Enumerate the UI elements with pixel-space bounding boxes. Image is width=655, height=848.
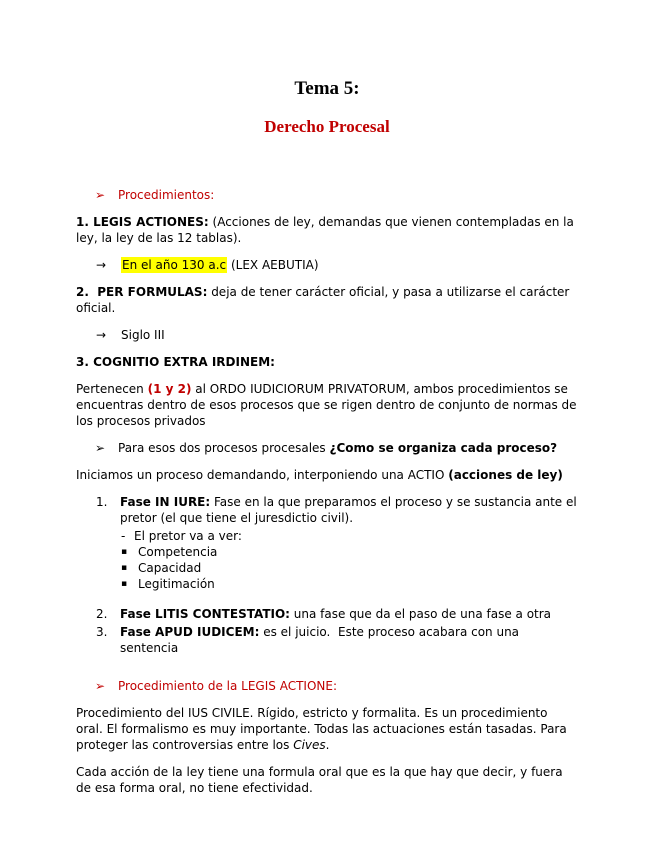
- right-arrow-icon: →: [96, 328, 107, 342]
- legis-sub-bullet: [96, 257, 578, 273]
- iniciamos-paragraph: [76, 467, 578, 483]
- question-text: [118, 440, 578, 456]
- fase-apud-item: [96, 624, 578, 656]
- pertenecen-pre: Pertenecen: [76, 382, 148, 396]
- fase-litis-text: [120, 606, 578, 622]
- pertenecen-paragraph: [76, 381, 581, 429]
- fase-in-iure-text: [120, 494, 581, 526]
- fase-litis-desc: una fase que da el paso de una fase a otra: [289, 607, 552, 621]
- list-number: 3.: [96, 625, 108, 639]
- question-pre: Para esos dos procesos procesales: [118, 441, 330, 455]
- procedimientos-heading-text: Procedimientos:: [118, 188, 215, 202]
- formulas-sub-bullet: [96, 327, 578, 343]
- square-bullet-icon: ▪: [121, 547, 128, 557]
- fase-apud-term: Fase APUD IUDICEM:: [120, 625, 260, 639]
- fase-in-iure-item: [96, 494, 581, 526]
- ius-civile-paragraph: [76, 705, 578, 753]
- pretor-subitem-capacidad: [121, 560, 578, 576]
- ius-civile-pre: Procedimiento del IUS CIVILE. Rígido, estricto y formalita. Es un procedimiento oral. El formalismo es muy importante. Todas las actuaciones están tasadas. Para proteger las controversias entre los: [76, 706, 571, 752]
- pretor-dash-item: [121, 528, 578, 544]
- fase-litis-item: [96, 606, 578, 622]
- document-subtitle: Derecho Procesal: [264, 117, 390, 136]
- per-formulas-paragraph: [76, 284, 578, 316]
- cada-accion-paragraph: Cada acción de la ley tiene una formula oral que es la que hay que decir, y fuera de esa forma oral, no tiene efectividad.: [76, 765, 567, 795]
- fase-litis-term: Fase LITIS CONTESTATIO:: [120, 607, 290, 621]
- cognitio-term: 3. COGNITIO EXTRA IRDINEM:: [76, 355, 275, 369]
- legis-actione-heading: [95, 678, 578, 694]
- fase-apud-text: [120, 624, 578, 656]
- pertenecen-red-numbers: (1 y 2): [147, 382, 192, 396]
- cives-italic: Cives: [293, 738, 326, 752]
- procedimientos-heading: [95, 187, 578, 203]
- pretor-subitem-legitimacion: [121, 576, 578, 592]
- pretor-subitem-text: Capacidad: [138, 561, 202, 575]
- iniciamos-bold: (acciones de ley): [448, 468, 563, 482]
- pretor-subitem-text: Competencia: [138, 545, 218, 559]
- list-number: 2.: [96, 607, 108, 621]
- legis-actione-heading-text: Procedimiento de la LEGIS ACTIONE:: [118, 679, 337, 693]
- legis-sub-text: [121, 257, 578, 273]
- lex-aebutia-text: (LEX AEBUTIA): [227, 258, 319, 272]
- iniciamos-pre: Iniciamos un proceso demandando, interponiendo una ACTIO: [76, 468, 449, 482]
- question-bullet: [95, 440, 578, 456]
- fase-apud-desc: es el juicio. Este proceso acabara con una sentencia: [120, 625, 523, 655]
- per-formulas-desc: deja de tener carácter oficial, y pasa a utilizarse el carácter oficial.: [76, 285, 574, 315]
- fase-in-iure-desc: Fase en la que preparamos el proceso y se sustancia ante el pretor (el que tiene el juresdictio civil).: [120, 495, 581, 525]
- arrow-bullet-icon: ➢: [95, 679, 106, 693]
- per-formulas-term: 2. PER FORMULAS:: [76, 285, 208, 299]
- highlighted-year-text: En el año 130 a.c: [122, 258, 227, 272]
- right-arrow-icon: →: [96, 258, 107, 272]
- legis-actiones-paragraph: [76, 214, 578, 246]
- pretor-line-text: El pretor va a ver:: [134, 529, 242, 543]
- dash-icon: -: [121, 529, 126, 543]
- siglo-text: Siglo III: [121, 328, 165, 342]
- arrow-bullet-icon: ➢: [95, 188, 106, 202]
- fase-in-iure-term: Fase IN IURE:: [120, 495, 211, 509]
- pretor-subitem-text: Legitimación: [138, 577, 215, 591]
- legis-actiones-desc: (Acciones de ley, demandas que vienen contempladas en la ley, la ley de las 12 tablas).: [76, 215, 578, 245]
- cognitio-heading: [76, 354, 578, 370]
- pertenecen-post: al ORDO IUDICIORUM PRIVATORUM, ambos procedimientos se encuentras dentro de esos procesos que se rigen dentro de conjunto de normas de los procesos privados: [76, 382, 581, 428]
- question-bold: ¿Como se organiza cada proceso?: [329, 441, 558, 455]
- list-number: 1.: [96, 495, 108, 509]
- arrow-bullet-icon: ➢: [95, 441, 106, 455]
- ius-civile-post: .: [325, 738, 330, 752]
- pretor-subitem-competencia: [121, 544, 578, 560]
- square-bullet-icon: ▪: [121, 563, 128, 573]
- square-bullet-icon: ▪: [121, 579, 128, 589]
- legis-actiones-term: 1. LEGIS ACTIONES:: [76, 215, 209, 229]
- document-title: Tema 5:: [294, 78, 360, 99]
